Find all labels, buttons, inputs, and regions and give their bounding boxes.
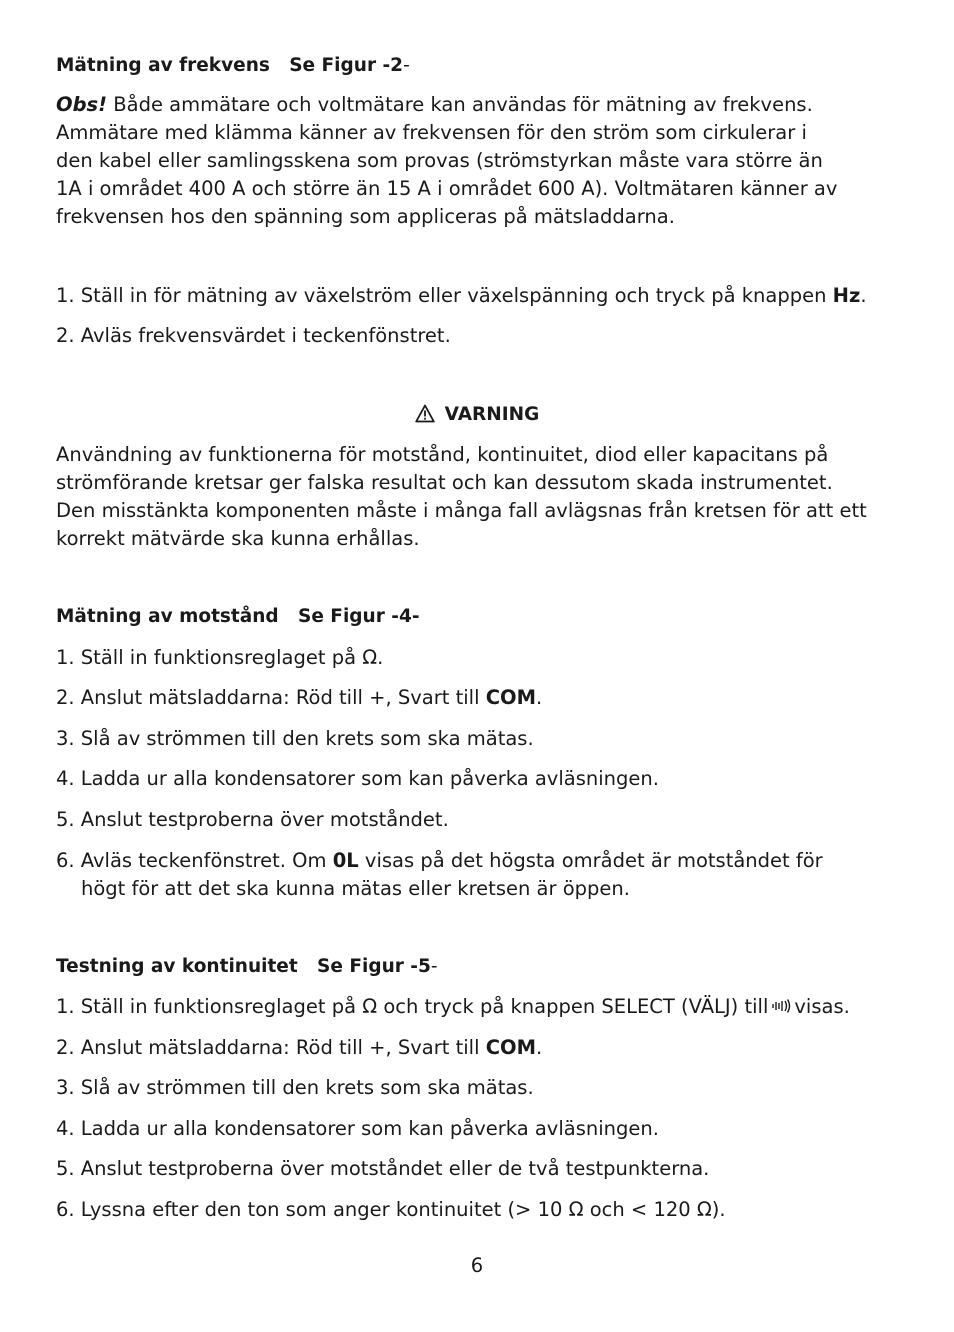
continuity-step-6: 6. Lyssna efter den ton som anger kontinuitet (> 10 Ω och < 120 Ω). [56,1198,726,1221]
continuity-step-3: 3. Slå av strömmen till den krets som ska mätas. [56,1076,534,1099]
freq-step-1-text: 1. Ställ in för mätning av växelström eller växelspänning och tryck på knappen [56,284,833,307]
freq-figref-dash: - [403,55,410,76]
resistance-step-2 [56,684,542,712]
continuity-heading-text: Testning av kontinuitet [56,956,298,977]
continuity-heading [56,953,438,981]
continuity-step-2 [56,1034,542,1062]
freq-heading-text: Mätning av frekvens [56,55,270,76]
resistance-figref: Se Figur -4- [298,606,420,627]
resistance-step-2-end: . [536,686,543,709]
resistance-step-2-text: 2. Anslut mätsladdarna: Röd till +, Svart till [56,686,486,709]
obs-label: Obs! [56,93,108,116]
freq-step-2: 2. Avläs frekvensvärdet i teckenfönstret. [56,324,451,347]
freq-note-line-3: den kabel eller samlingsskena som provas (strömstyrkan måste vara större än [56,149,823,172]
resistance-step-6 [56,847,823,903]
continuity-step-1-text: 1. Ställ in funktionsreglaget på Ω och tryck på knappen SELECT (VÄLJ) till [56,995,769,1018]
continuity-figref-dash: - [430,956,438,977]
freq-figref: Se Figur -2 [289,55,404,76]
resistance-step-4: 4. Ladda ur alla kondensatorer som kan påverka avläsningen. [56,767,659,790]
resistance-step-6-rest: visas på det högsta området är motståndet för [358,849,823,872]
freq-note-line-4: 1A i området 400 A och större än 15 A i området 600 A). Voltmätaren känner av [56,177,838,200]
resistance-heading-text: Mätning av motstånd [56,606,279,627]
warning-heading [0,401,954,432]
freq-note-paragraph [56,91,837,231]
resistance-step-6-0l: 0L [332,849,359,872]
resistance-heading [56,603,420,631]
continuity-figref: Se Figur -5 [317,956,431,977]
warning-title: VARNING [444,404,540,425]
freq-step-1 [56,282,867,310]
page-number: 6 [470,1254,484,1277]
freq-note-line-1 [56,91,837,119]
resistance-step-6-line-2: högt för att det ska kunna mätas eller kretsen är öppen. [81,877,630,900]
freq-step-1-hz: Hz [832,284,861,307]
resistance-step-6-line-1 [56,847,823,875]
warning-triangle-icon [415,404,435,432]
freq-step-1-end: . [860,284,867,307]
resistance-step-5: 5. Anslut testproberna över motståndet. [56,808,449,831]
warning-line-1: Användning av funktionerna för motstånd, kontinuitet, diod eller kapacitans på [56,443,829,466]
continuity-step-5: 5. Anslut testproberna över motståndet eller de två testpunkterna. [56,1157,710,1180]
freq-note-text-1: Både ammätare och voltmätare kan användas för mätning av frekvens. [107,93,813,116]
freq-note-line-5: frekvensen hos den spänning som appliceras på mätsladdarna. [56,205,675,228]
continuity-sound-icon [771,994,791,1022]
warning-line-3: Den misstänkta komponenten måste i många fall avlägsnas från kretsen för att ett [56,499,867,522]
resistance-step-6-text: 6. Avläs teckenfönstret. Om [56,849,333,872]
continuity-step-1 [56,993,850,1022]
resistance-step-2-com: COM [485,686,536,709]
warning-line-2: strömförande kretsar ger falska resultat och kan dessutom skada instrumentet. [56,471,833,494]
warning-paragraph [56,441,867,553]
continuity-step-2-text: 2. Anslut mätsladdarna: Röd till +, Svart till [56,1036,486,1059]
warning-line-4: korrekt mätvärde ska kunna erhållas. [56,527,420,550]
continuity-step-2-end: . [536,1036,543,1059]
continuity-step-4: 4. Ladda ur alla kondensatorer som kan påverka avläsningen. [56,1117,659,1140]
resistance-step-1: 1. Ställ in funktionsreglaget på Ω. [56,646,384,669]
resistance-step-3: 3. Slå av strömmen till den krets som ska mätas. [56,727,534,750]
continuity-step-2-com: COM [485,1036,536,1059]
freq-heading [56,52,410,80]
freq-note-line-2: Ammätare med klämma känner av frekvensen för den ström som cirkulerar i [56,121,807,144]
continuity-step-1-end: visas. [794,995,850,1018]
